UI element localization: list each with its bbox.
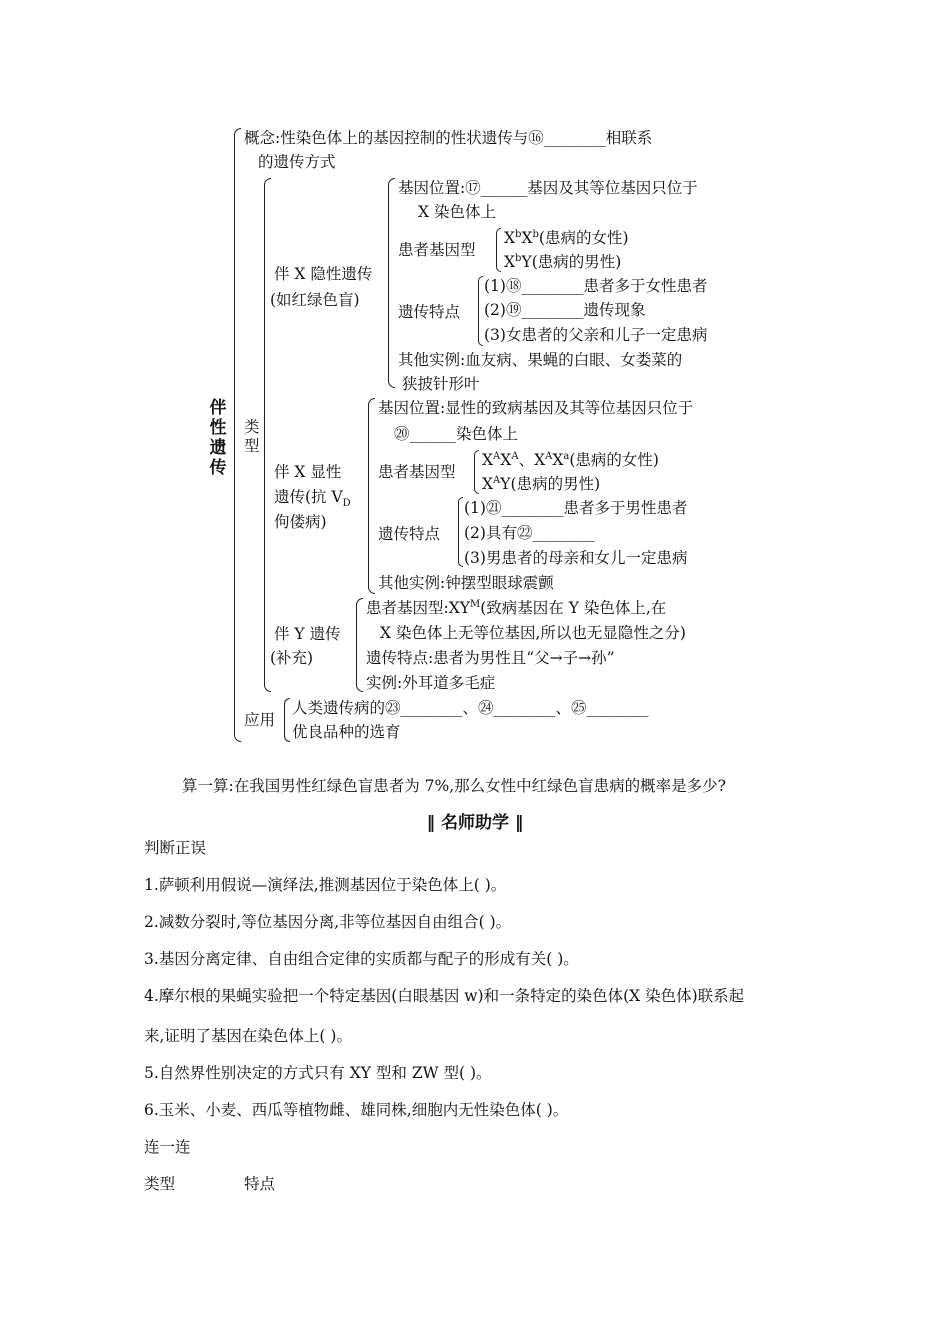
xd-feature-1: (1)㉑________患者多于男性患者 — [464, 499, 688, 517]
xr-label-2: (如红绿色盲) — [270, 291, 360, 309]
xd-feature-2: (2)具有㉒________ — [464, 524, 595, 542]
xr-feature-3: (3)女患者的父亲和儿子一定患病 — [484, 326, 708, 344]
judge-item-4-cont: 来,证明了基因在染色体上( )。 — [144, 1027, 352, 1045]
connect-header-type: 类型 — [144, 1175, 176, 1193]
bracket-x-dominant — [368, 398, 375, 594]
xr-genotype-label: 患者基因型 — [398, 241, 476, 259]
application-label: 应用 — [244, 711, 276, 729]
judge-item-2: 2.减数分裂时,等位基因分离,非等位基因自由组合( )。 — [144, 913, 512, 931]
judge-item-4: 4.摩尔根的果蝇实验把一个特定基因(白眼基因 w)和一条特定的染色体(X 染色体)联系起 — [144, 987, 745, 1005]
xr-feature-1: (1)⑱________患者多于女性患者 — [484, 277, 708, 295]
xr-genotype-2: $X^bY$(患病的男性) — [504, 252, 622, 271]
xr-genotype-1: $X^bX^b$(患病的女性) — [504, 228, 629, 247]
xd-gene-pos-2: ⑳______染色体上 — [394, 425, 519, 443]
y-genotype-1: 患者基因型$:XY^M$(致病基因在 Y 染色体上,在 — [366, 598, 667, 617]
diagram-root: 伴性遗传 — [209, 398, 227, 478]
xd-feature-label: 遗传特点 — [378, 525, 441, 543]
bracket-y-linked — [356, 598, 363, 692]
xr-feature-2: (2)⑲________遗传现象 — [484, 301, 646, 319]
bracket-types — [264, 178, 271, 692]
judge-title: 判断正误 — [144, 839, 207, 857]
xr-example-2: 狭披针形叶 — [402, 375, 480, 393]
y-feature: 遗传特点:患者为男性且“父→子→孙” — [366, 649, 615, 667]
xr-gene-pos-1: 基因位置:⑰______基因及其等位基因只位于 — [398, 179, 698, 197]
bracket-root — [234, 128, 241, 742]
xd-label-3: 佝偻病) — [274, 513, 327, 531]
xd-genotype-2: $X^AY$(患病的男性) — [482, 474, 601, 493]
y-genotype-2: X 染色体上无等位基因,所以也无显隐性之分) — [380, 624, 686, 642]
y-label-1: 伴 Y 遗传 — [274, 625, 341, 643]
calculation-question: 算一算:在我国男性红绿色盲患者为 7%,那么女性中红绿色盲患病的概率是多少? — [182, 777, 726, 795]
bracket-xd-feature — [458, 497, 463, 567]
xr-gene-pos-2: X 染色体上 — [418, 203, 496, 221]
judge-item-1: 1.萨顿利用假说—演绎法,推测基因位于染色体上( )。 — [144, 876, 507, 894]
concept-line-1: 概念:性染色体上的基因控制的性状遗传与⑯________相联系 — [244, 129, 653, 147]
bracket-application — [284, 698, 290, 742]
application-line-1: 人类遗传病的㉓________、㉔________、㉕________ — [292, 699, 649, 717]
judge-item-6: 6.玉米、小麦、西瓜等植物雌、雄同株,细胞内无性染色体( )。 — [144, 1101, 569, 1119]
types-label: 类型 — [244, 418, 260, 455]
bracket-xr-feature — [478, 276, 483, 346]
connect-header-feature: 特点 — [244, 1175, 276, 1193]
section-title: ‖ 名师助学 ‖ — [426, 813, 524, 833]
connect-title: 连一连 — [144, 1138, 191, 1156]
xd-genotype-1: $X^AX^A$、$X^AX^a$(患病的女性) — [482, 450, 659, 469]
xr-label-1: 伴 X 隐性遗传 — [274, 265, 373, 283]
concept-line-2: 的遗传方式 — [258, 153, 336, 171]
xd-label-1: 伴 X 显性 — [274, 463, 342, 481]
judge-item-3: 3.基因分离定律、自由组合定律的实质都与配子的形成有关( )。 — [144, 950, 579, 968]
xd-feature-3: (3)男患者的母亲和女儿一定患病 — [464, 549, 688, 567]
y-label-2: (补充) — [270, 649, 314, 667]
xr-example-1: 其他实例:血友病、果蝇的白眼、女娄菜的 — [398, 351, 683, 369]
bracket-x-recessive — [388, 178, 395, 388]
bracket-xd-genotype — [474, 450, 479, 494]
bracket-xr-genotype — [496, 228, 501, 272]
xd-label-2: 遗传(抗 $V_D$ — [274, 488, 351, 510]
y-example: 实例:外耳道多毛症 — [366, 674, 496, 692]
xd-gene-pos-1: 基因位置:显性的致病基因及其等位基因只位于 — [378, 399, 694, 417]
application-line-2: 优良品种的选育 — [292, 723, 401, 741]
xd-example: 其他实例:钟摆型眼球震颤 — [378, 574, 554, 592]
xr-feature-label: 遗传特点 — [398, 303, 461, 321]
judge-item-5: 5.自然界性别决定的方式只有 XY 型和 ZW 型( )。 — [144, 1064, 492, 1082]
xd-genotype-label: 患者基因型 — [378, 463, 456, 481]
